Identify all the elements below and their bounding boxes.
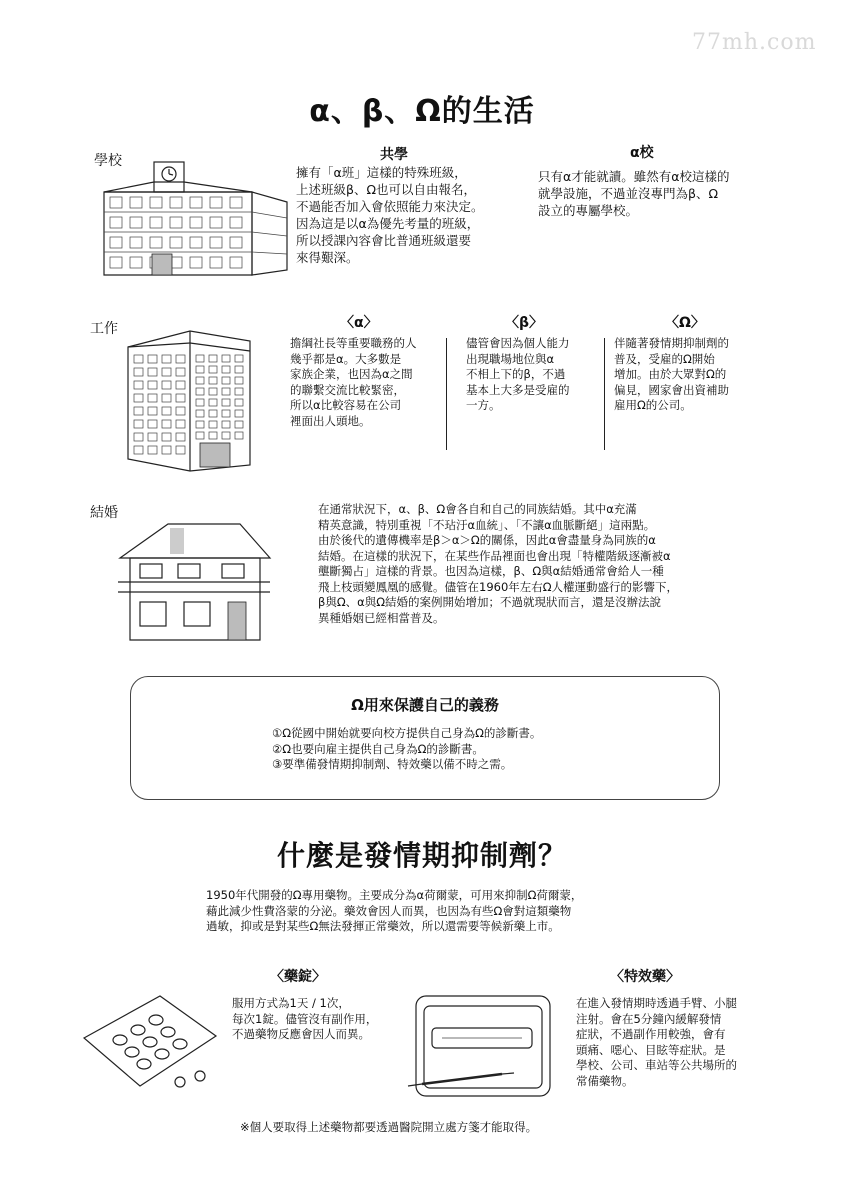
- marriage-text: 在通常狀況下，α、β、Ω會各自和自己的同族結婚。其中α充滿 精英意識，特別重視「不玷汙α血統」、「不讓α血脈斷絕」這兩點。 由於後代的遺傳機率是β＞α＞Ω的關係，因此α會盡量身為同族的α 結婚。在這樣的狀況下，在某些作品裡面也會出現「特權階級逐漸被α 壟斷獨占」這樣的背景。也因為這樣，β、Ω與α結婚通常會給人一種 飛上枝頭變鳳凰的感覺。儘管在1960年左右Ω人權運動盛行的影響下， β與Ω、α與Ω結婚的案例開始增加；不過就現狀而言，還是沒辦法說 異種婚姻已經相當普及。: [318, 502, 679, 625]
- footnote: ※個人要取得上述藥物都要透過醫院開立處方箋才能取得。: [240, 1120, 538, 1134]
- divider-line: [604, 338, 605, 450]
- work-alpha-heading: 〈α〉: [340, 315, 378, 331]
- section-label-work: 工作: [90, 321, 118, 337]
- coed-heading: 共學: [380, 147, 408, 163]
- duty-item: ③要準備發情期抑制劑、特效藥以備不時之需。: [272, 757, 513, 771]
- office-building-illustration: [110, 325, 270, 475]
- tablet-heading: 〈藥錠〉: [270, 969, 326, 985]
- tablet-blister-illustration: [80, 990, 230, 1100]
- coed-text: 擁有「α班」這樣的特殊班級， 上述班級β、Ω也可以自由報名， 不過能否加入會依照能力來決定。 因為這是以α為優先考量的班級， 所以授課內容會比普通班級還要 來得艱深。: [296, 165, 484, 265]
- tablet-text: 服用方式為1天 / 1次， 每次1錠。儘管沒有副作用， 不過藥物反應會因人而異。: [232, 996, 378, 1041]
- school-building-illustration: [92, 150, 322, 290]
- watermark: 77mh.com: [692, 30, 817, 55]
- duties-list: [272, 726, 541, 773]
- section-label-marriage: 結婚: [90, 505, 118, 521]
- injection-kit-illustration: [402, 992, 572, 1112]
- special-medicine-heading: 〈特效藥〉: [610, 969, 680, 985]
- duty-item: ②Ω也要向雇主提供自己身為Ω的診斷書。: [272, 741, 484, 756]
- work-alpha-text: 擔綱社長等重要職務的人 幾乎都是α。大多數是 家族企業，也因為α之間 的聯繫交流比較緊密， 所以α比較容易在公司 裡面出人頭地。: [290, 336, 417, 428]
- section-label-school: 學校: [94, 153, 122, 169]
- duty-item: ①Ω從國中開始就要向校方提供自己身為Ω的診斷書。: [272, 726, 542, 740]
- work-omega-heading: 〈Ω〉: [665, 315, 705, 331]
- special-medicine-text: 在進入發情期時透過手臂、小腿 注射。會在5分鐘內緩解發情 症狀，不過副作用較強，會有 頭痛、噁心、目眩等症狀。是 學校、公司、車站等公共場所的 常備藥物。: [576, 996, 737, 1088]
- suppressant-intro: 1950年代開發的Ω專用藥物。主要成分為α荷爾蒙，可用來抑制Ω荷爾蒙， 藉此減少性費洛蒙的分泌。藥效會因人而異，也因為有些Ω會對這類藥物 過敏，抑或是對某些Ω無法發揮正常藥效，所以還需要等候新藥上市。: [206, 888, 583, 933]
- house-illustration: [110, 510, 280, 650]
- alpha-school-heading: α校: [630, 145, 654, 161]
- duties-title: Ω用來保護自己的義務: [351, 696, 499, 714]
- work-omega-text: 伴隨著發情期抑制劑的 普及，受雇的Ω開始 增加。由於大眾對Ω的 偏見，國家會出資補助 雇用Ω的公司。: [614, 336, 729, 412]
- alpha-school-text: 只有α才能就讀。雖然有α校這樣的 就學設施，不過並沒專門為β、Ω 設立的專屬學校。: [538, 169, 730, 218]
- work-beta-text: 儘管會因為個人能力 出現職場地位與α 不相上下的β，不過 基本上大多是受雇的 一方。: [466, 336, 570, 412]
- suppressant-title: 什麼是發情期抑制劑？: [276, 839, 567, 872]
- page-title: α、β、Ω的生活: [309, 94, 535, 129]
- divider-line: [446, 338, 447, 450]
- work-beta-heading: 〈β〉: [505, 315, 544, 331]
